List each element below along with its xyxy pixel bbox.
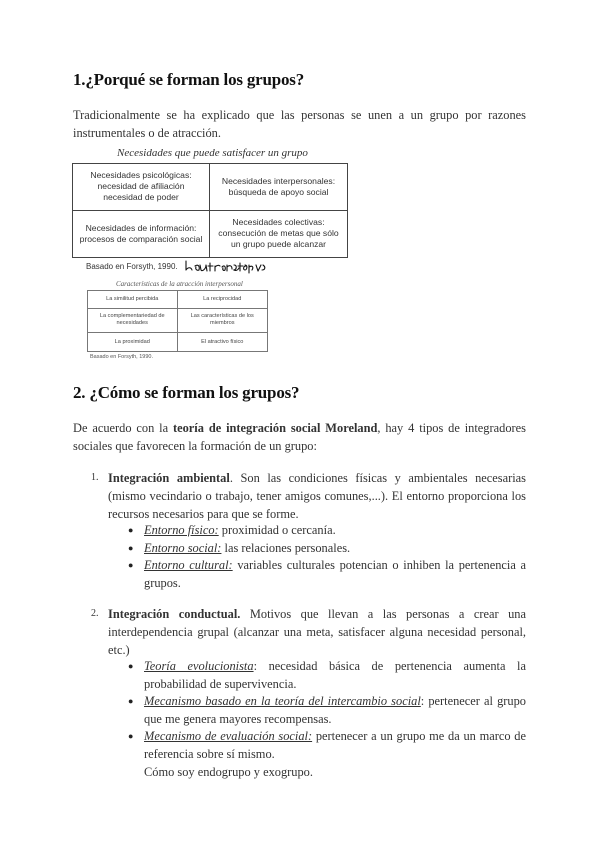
bullet-text: variables culturales potencian o inhiben la pertenencia a grupos. — [144, 558, 526, 590]
bullet-icon: ● — [128, 731, 134, 741]
attraction-table-cell: Las características de los miembros — [178, 309, 268, 334]
section-1-heading: 1.¿Porqué se forman los grupos? — [73, 70, 305, 89]
needs-table-cell: Necesidades interpersonales: búsqueda de apoyo social — [210, 164, 347, 211]
list-number: 1. — [91, 472, 99, 483]
attraction-table — [87, 290, 268, 352]
handwritten-note — [182, 255, 274, 277]
sub-list-extra-line: Cómo soy endogrupo y exogrupo. — [144, 765, 313, 779]
intro-text: , hay 4 tipos de integradores sociales que favorecen la formación de un grupo: — [73, 421, 526, 453]
sub-list-item — [144, 692, 526, 728]
figure-2-title: Características de la atracción interpersonal — [116, 280, 243, 288]
theory-name: teoría de integración social Moreland — [172, 421, 378, 435]
list-item-integracion-ambiental — [108, 469, 526, 523]
bullet-term: Entorno físico: — [144, 523, 219, 537]
sub-list-item — [144, 727, 526, 763]
figure-1-title: Necesidades que puede satisfacer un grupo — [117, 147, 308, 159]
sub-list-item — [144, 657, 526, 693]
bullet-term: Entorno social: — [144, 541, 222, 555]
needs-table-cell: Necesidades de información: procesos de comparación social — [73, 211, 210, 258]
list-item-text: Motivos que llevan a las personas a crear una interdependencia grupal (alcanzar una meta, satisfacer alguna necesidad personal, etc.) — [108, 607, 526, 657]
attraction-table-cell: La similitud percibida — [88, 291, 178, 309]
list-item-title: Integración conductual. — [108, 607, 241, 621]
section-1-paragraph: Tradicionalmente se ha explicado que las personas se unen a un grupo por razones instrumentales o de atracción. — [73, 108, 526, 140]
list-number: 2. — [91, 608, 99, 619]
list-item-text: . Son las condiciones físicas y ambientales necesarias (mismo vecindario o trabajo, tener amigos comunes,...). El entorno proporciona los recursos necesarios para que se forme. — [108, 471, 526, 521]
sub-list-item — [144, 539, 526, 557]
bullet-icon: ● — [128, 560, 134, 570]
attraction-table-cell: El atractivo físico — [201, 338, 244, 345]
bullet-text: proximidad o cercanía. — [218, 523, 336, 537]
attraction-table-cell: La proximidad — [88, 333, 178, 351]
bullet-text: las relaciones personales. — [221, 541, 351, 555]
sub-list-item — [144, 521, 526, 539]
needs-table-cell: Necesidades psicológicas: necesidad de afiliación necesidad de poder — [73, 164, 210, 211]
needs-table — [72, 163, 348, 258]
needs-table-cell: Necesidades colectivas: consecución de metas que sólo un grupo puede alcanzar — [218, 217, 339, 250]
bullet-icon: ● — [128, 661, 134, 671]
bullet-term: Mecanismo de evaluación social: — [144, 729, 313, 743]
bullet-icon: ● — [128, 696, 134, 706]
attraction-table-cell: La reciprocidad — [178, 291, 268, 309]
bullet-icon: ● — [128, 543, 134, 553]
figure-2-source: Basado en Forsyth, 1990. — [90, 354, 153, 360]
bullet-text: : pertenecer al grupo que me genera mayores recompensas. — [144, 694, 527, 726]
section-2-intro — [73, 419, 526, 455]
attraction-table-cell: La complementariedad de necesidades — [88, 309, 178, 334]
intro-text: De acuerdo con la — [73, 421, 173, 435]
bullet-text: pertenecer a un grupo me da un marco de referencia sobre sí mismo. — [144, 729, 526, 761]
list-item-integracion-conductual — [108, 605, 526, 659]
bullet-term: Mecanismo basado en la teoría del intercambio social — [144, 694, 421, 708]
bullet-icon: ● — [128, 525, 134, 535]
section-2-heading: 2. ¿Cómo se forman los grupos? — [73, 383, 300, 402]
bullet-term: Teoría evolucionista — [144, 659, 254, 673]
figure-1-source: Basado en Forsyth, 1990. — [86, 262, 178, 271]
list-item-title: Integración ambiental — [108, 471, 230, 485]
bullet-text: : necesidad básica de pertenencia aumenta la probabilidad de supervivencia. — [144, 659, 526, 691]
sub-list-item — [144, 556, 526, 592]
bullet-term: Entorno cultural: — [144, 558, 233, 572]
